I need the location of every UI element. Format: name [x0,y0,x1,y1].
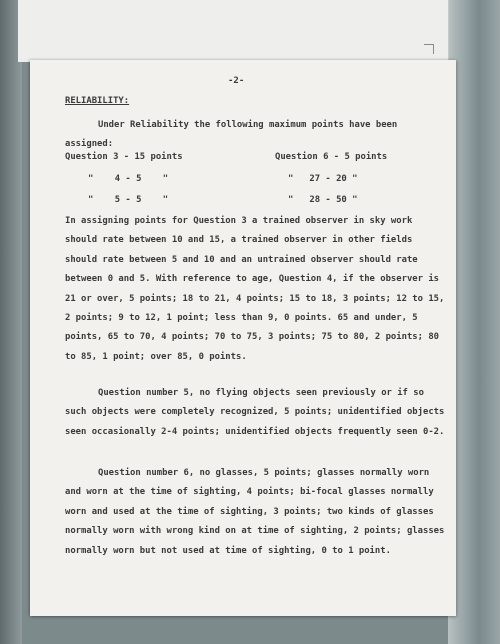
document-page [30,60,456,616]
points-right-3: " 28 - 50 " [288,195,358,205]
points-right-1: Question 6 - 5 points [275,152,388,162]
question-5-paragraph: Question number 5, no flying objects seen previously or if so such objects were completely recognized, 5 points; unidentified objects seen occasionally 2-4 points; unidentified objects frequently seen 0-2. [65,388,445,437]
question-3-paragraph: In assigning points for Question 3 a trained observer in sky work should rate between 10 and 15, a trained observer in other fields should rate between 5 and 10 and an untrained observer should rate between 0 and 5. With reference to age, Question 4, if the observer is 21 or over, 5 points; 18 to 21, 4 points; 15 to 18, 3 points; 12 to 15, 2 points; 9 to 12, 1 point; less than 9, 0 points. 65 and under, 5 points, 65 to 70, 4 points; 70 to 75, 3 points; 75 to 80, 2 points; 80 to 85, 1 point; over 85, 0 points. [65,216,445,362]
points-left-3: " 5 - 5 " [88,195,169,205]
corner-mark [424,44,434,54]
scan-backdrop-left [0,0,22,644]
page-number: -2- [228,76,245,86]
question-6-paragraph: Question number 6, no glasses, 5 points; glasses normally worn and worn at the time of sighting, 4 points; bi-focal glasses normally worn and used at the time of sighting, 3 points; two kinds of glasses normally worn with wrong kind on at time of sighting, 2 points; glasses normally worn but not used at time of sighting, 0 to 1 point. [65,468,445,556]
underlying-sheet [18,0,449,62]
section-heading: RELIABILITY: [65,96,130,106]
points-left-1: Question 3 - 15 points [65,152,183,162]
points-left-2: " 4 - 5 " [88,174,169,184]
intro-paragraph: Under Reliability the following maximum points have been assigned: [65,120,398,150]
points-right-2: " 27 - 20 " [288,174,358,184]
